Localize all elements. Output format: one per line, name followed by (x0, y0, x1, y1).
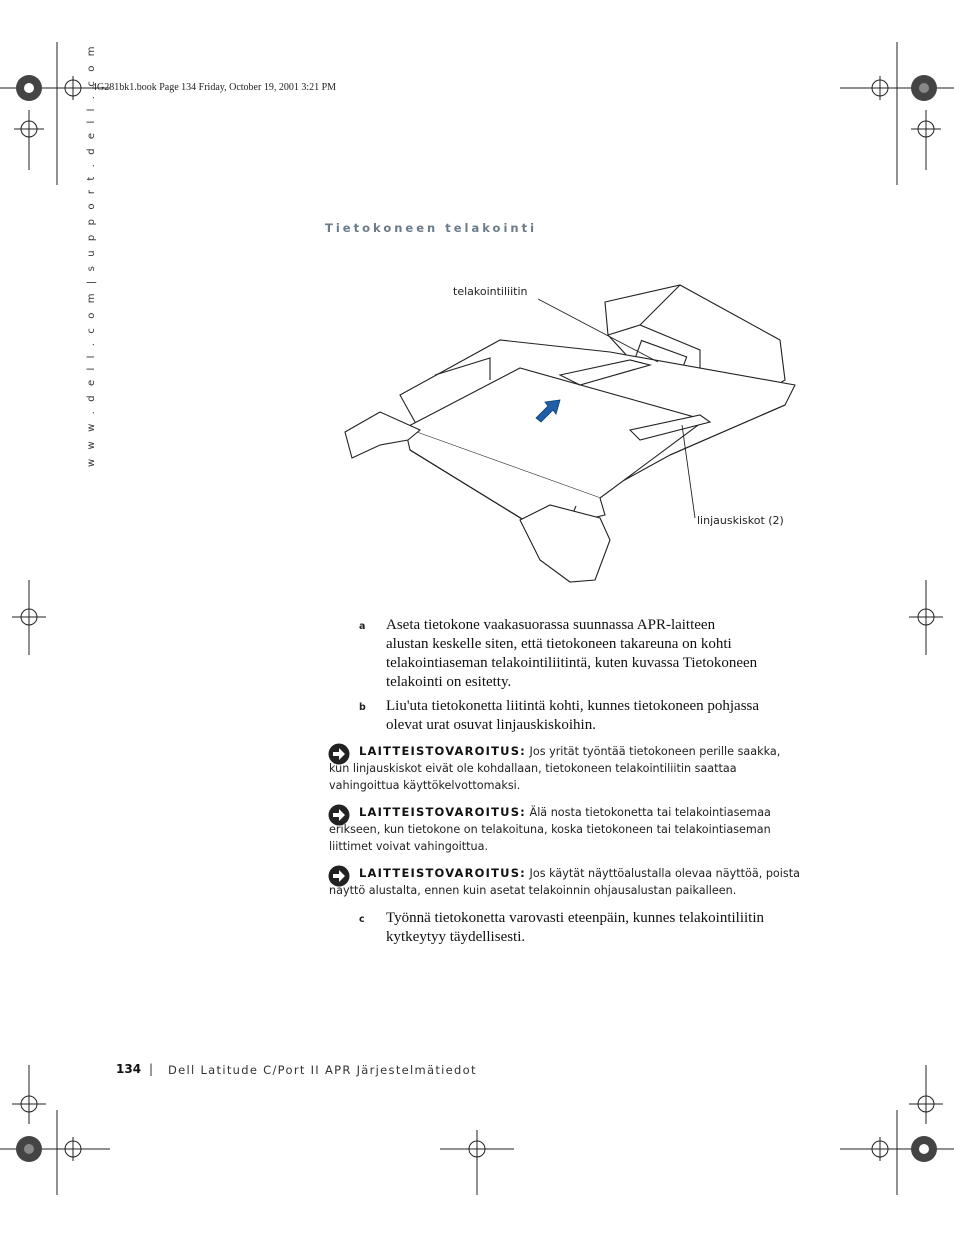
notice-text: Jos yrität työntää tietokoneen perille saakka, (529, 745, 781, 758)
hardware-notice (328, 743, 818, 795)
step-a-line: alustan keskelle siten, että tietokoneen takareuna on kohti (386, 636, 732, 652)
hardware-notice (328, 804, 818, 856)
footer-separator: | (149, 1062, 154, 1076)
step-b-text (386, 697, 816, 735)
step-a-text (386, 616, 816, 692)
step-c-line: kytkeytyy täydellisesti. (386, 929, 526, 945)
step-b-line: olevat urat osuvat linjauskiskoihin. (386, 717, 596, 733)
docking-figure (340, 280, 810, 585)
step-b-letter: b (359, 702, 366, 713)
notice-label: LAITTEISTOVAROITUS: (359, 805, 526, 819)
print-header: 4G281bk1.book Page 134 Friday, October 19, 2001 3:21 PM (92, 82, 337, 93)
notice-text: liittimet voivat vahingoittua. (329, 840, 489, 853)
section-title: Tietokoneen telakointi (325, 221, 538, 235)
notice-text: vahingoittua käyttökelvottomaksi. (329, 779, 521, 792)
step-c-line: Työnnä tietokonetta varovasti eteenpäin, kunnes telakointiliitin (386, 910, 765, 926)
notice-text: erikseen, kun tietokone on telakoituna, koska tietokoneen tai telakointiaseman (329, 823, 771, 836)
notice-label: LAITTEISTOVAROITUS: (359, 744, 526, 758)
hand-right (520, 505, 610, 582)
side-url-text: w w w . d e l l . c o m | s u p p o r t . d e l l . c o m (86, 43, 97, 467)
docking-illustration (340, 280, 810, 585)
step-b-line: Liu'uta tietokonetta liitintä kohti, kunnes tietokoneen pohjassa (386, 698, 760, 714)
step-c-text (386, 909, 816, 947)
step-c-letter: c (359, 914, 365, 925)
notice-text: Älä nosta tietokonetta tai telakointiasemaa (529, 806, 771, 819)
side-url (86, 43, 100, 467)
step-a-line: Aseta tietokone vaakasuorassa suunnassa APR-laitteen (386, 617, 716, 633)
notice-text: Jos käytät näyttöalustalla olevaa näyttöä, poista (529, 867, 800, 880)
page-number: 134 (116, 1062, 142, 1076)
notice-text: kun linjauskiskot eivät ole kohdallaan, tietokoneen telakointiliitin saattaa (329, 762, 737, 775)
callout-connector-label: telakointiliitin (453, 285, 528, 298)
footer-title: Dell Latitude C/Port II APR Järjestelmätiedot (168, 1063, 477, 1077)
hand-left (345, 412, 420, 458)
notice-text: näyttö alustalta, ennen kuin asetat telakoinnin ohjausalustan paikalleen. (329, 884, 737, 897)
hardware-notice (328, 865, 818, 901)
step-a-letter: a (359, 621, 366, 632)
step-a-line: telakointiaseman telakointiliitintä, kuten kuvassa Tietokoneen (386, 655, 758, 671)
notice-label: LAITTEISTOVAROITUS: (359, 866, 526, 880)
callout-rails-label: linjauskiskot (2) (697, 514, 784, 527)
step-a-line: telakointi on esitetty. (386, 674, 512, 690)
